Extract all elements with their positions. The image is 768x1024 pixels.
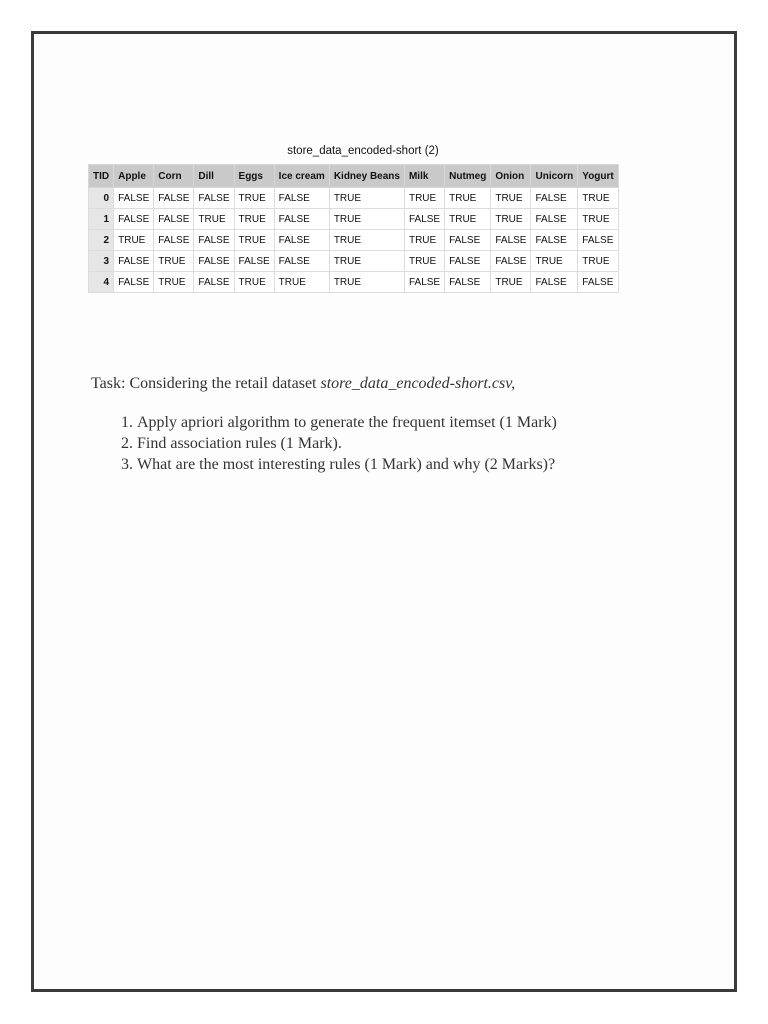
table-cell: TRUE bbox=[578, 251, 618, 272]
column-header: Kidney Beans bbox=[329, 165, 404, 188]
table-cell: FALSE bbox=[234, 251, 274, 272]
table-cell: TRUE bbox=[154, 272, 194, 293]
table-cell: FALSE bbox=[531, 230, 578, 251]
column-header: Corn bbox=[154, 165, 194, 188]
column-header: Onion bbox=[491, 165, 531, 188]
column-header: Ice cream bbox=[274, 165, 329, 188]
table-cell: TRUE bbox=[404, 230, 444, 251]
table-cell: FALSE bbox=[445, 230, 491, 251]
table-cell: TRUE bbox=[154, 251, 194, 272]
table-cell: FALSE bbox=[578, 230, 618, 251]
table-cell: FALSE bbox=[194, 251, 234, 272]
table-row bbox=[89, 188, 619, 209]
table-cell: FALSE bbox=[194, 272, 234, 293]
table-row bbox=[89, 251, 619, 272]
table-cell: TRUE bbox=[234, 272, 274, 293]
table-cell: TRUE bbox=[234, 230, 274, 251]
column-header: Milk bbox=[404, 165, 444, 188]
column-header: Nutmeg bbox=[445, 165, 491, 188]
table-cell: TRUE bbox=[329, 272, 404, 293]
row-id-cell: 0 bbox=[89, 188, 114, 209]
table-cell: TRUE bbox=[491, 209, 531, 230]
table-cell: FALSE bbox=[491, 230, 531, 251]
table-cell: TRUE bbox=[404, 188, 444, 209]
table-row bbox=[89, 209, 619, 230]
task-label: Task: bbox=[91, 375, 126, 392]
table-cell: TRUE bbox=[491, 272, 531, 293]
row-id-cell: 3 bbox=[89, 251, 114, 272]
question-item: 2. Find association rules (1 Mark). bbox=[137, 433, 711, 454]
table-cell: FALSE bbox=[194, 188, 234, 209]
table-cell: FALSE bbox=[114, 272, 154, 293]
question-item: 1. Apply apriori algorithm to generate the frequent itemset (1 Mark) bbox=[137, 412, 711, 433]
question-item: 3. What are the most interesting rules (1 Mark) and why (2 Marks)? bbox=[137, 454, 711, 475]
task-statement bbox=[91, 372, 711, 396]
table-cell: FALSE bbox=[531, 188, 578, 209]
table-cell: TRUE bbox=[329, 251, 404, 272]
table-cell: FALSE bbox=[445, 272, 491, 293]
table-cell: FALSE bbox=[274, 251, 329, 272]
table-cell: FALSE bbox=[404, 272, 444, 293]
table-cell: TRUE bbox=[329, 230, 404, 251]
table-cell: TRUE bbox=[194, 209, 234, 230]
table-cell: FALSE bbox=[154, 230, 194, 251]
table-cell: TRUE bbox=[234, 188, 274, 209]
table-cell: FALSE bbox=[114, 188, 154, 209]
row-id-cell: 4 bbox=[89, 272, 114, 293]
column-header: Yogurt bbox=[578, 165, 618, 188]
table-cell: TRUE bbox=[114, 230, 154, 251]
table-cell: TRUE bbox=[329, 188, 404, 209]
column-header: TID bbox=[89, 165, 114, 188]
table-cell: FALSE bbox=[274, 230, 329, 251]
table-cell: FALSE bbox=[154, 188, 194, 209]
column-header: Apple bbox=[114, 165, 154, 188]
table-cell: FALSE bbox=[445, 251, 491, 272]
column-header: Eggs bbox=[234, 165, 274, 188]
table-cell: FALSE bbox=[194, 230, 234, 251]
table-figure bbox=[88, 142, 688, 293]
table-cell: FALSE bbox=[274, 188, 329, 209]
table-cell: TRUE bbox=[445, 188, 491, 209]
table-cell: TRUE bbox=[274, 272, 329, 293]
table-cell: FALSE bbox=[578, 272, 618, 293]
table-cell: TRUE bbox=[329, 209, 404, 230]
table-cell: TRUE bbox=[531, 251, 578, 272]
row-id-cell: 1 bbox=[89, 209, 114, 230]
table-cell: FALSE bbox=[154, 209, 194, 230]
table-cell: FALSE bbox=[114, 251, 154, 272]
document-page bbox=[31, 31, 737, 992]
table-cell: FALSE bbox=[404, 209, 444, 230]
table-cell: TRUE bbox=[491, 188, 531, 209]
table-cell: TRUE bbox=[234, 209, 274, 230]
column-header: Unicorn bbox=[531, 165, 578, 188]
table-cell: FALSE bbox=[114, 209, 154, 230]
table-cell: TRUE bbox=[404, 251, 444, 272]
row-id-cell: 2 bbox=[89, 230, 114, 251]
table-cell: TRUE bbox=[578, 209, 618, 230]
table-cell: FALSE bbox=[274, 209, 329, 230]
table-title: store_data_encoded-short (2) bbox=[287, 145, 439, 157]
table-body bbox=[89, 188, 619, 293]
question-list bbox=[91, 412, 711, 475]
data-table bbox=[88, 164, 619, 293]
task-section bbox=[91, 372, 711, 475]
table-row bbox=[89, 230, 619, 251]
table-cell: FALSE bbox=[491, 251, 531, 272]
table-header-row bbox=[89, 165, 619, 188]
dataset-name: store_data_encoded-short.csv, bbox=[320, 375, 516, 392]
task-intro: Considering the retail dataset bbox=[125, 375, 321, 392]
table-cell: FALSE bbox=[531, 209, 578, 230]
table-row bbox=[89, 272, 619, 293]
table-cell: TRUE bbox=[578, 188, 618, 209]
column-header: Dill bbox=[194, 165, 234, 188]
table-cell: FALSE bbox=[531, 272, 578, 293]
table-cell: TRUE bbox=[445, 209, 491, 230]
